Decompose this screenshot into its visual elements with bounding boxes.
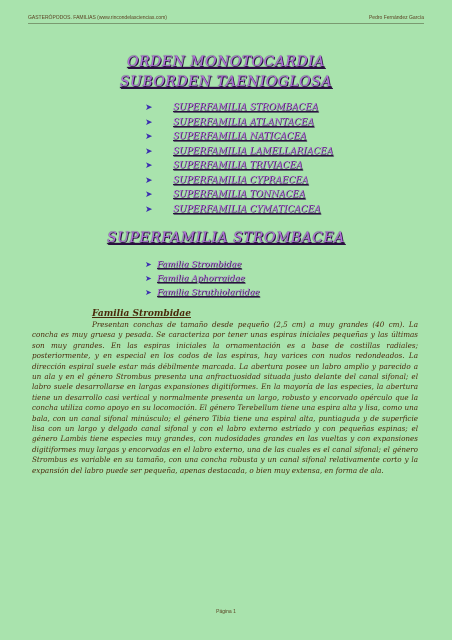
family-list <box>145 258 260 300</box>
arrow-bullet-icon: ➤ <box>145 274 152 283</box>
arrow-bullet-icon: ➤ <box>145 161 153 171</box>
page-header <box>28 15 424 24</box>
arrow-bullet-icon: ➤ <box>145 132 153 142</box>
arrow-bullet-icon: ➤ <box>145 146 153 157</box>
title-block <box>0 52 452 92</box>
order-title: ORDEN MONOTOCARDIA <box>127 54 325 70</box>
list-item: ➤ SUPERFAMILIA TRIVIACEA <box>145 159 333 174</box>
list-item: ➤ Familia Strombidae <box>145 260 242 270</box>
header-left: GASTERÓPODOS. FAMILIAS (www.rincondelasciencias.com) <box>28 15 167 21</box>
arrow-bullet-icon: ➤ <box>145 175 153 186</box>
suborder-title: SUBORDEN TAENIOGLOSA <box>120 74 332 90</box>
section-body: Presentan conchas de tamaño desde pequeño (2,5 cm) a muy grandes (40 cm). La concha es muy gruesa y pesada. Se caracteriza por tener unas espiras iniciales pequeñas y las últimas son muy grandes. En las espiras iniciales la ornamentación es a base de costillas radiales; posteriormente, y en especial en los codos de las espiras, hay varices con nudos redondeados. La dirección espiral suele estar más débilmente marcada. La abertura posee un labro amplio y parecido a un ala y en el género Strombus presenta una anfractuosidad situada justo delante del canal sifonal; el labro suele desarrollarse en largas expansiones digitiformes. En la mayoría de las especies, la abertura tiene un desarrollo casi vertical y normalmente presenta un largo, robusto y encorvado opérculo que la concha utiliza como apoyo en su locomoción. El género Terebellum tiene una espira alta y lisa, como una bala, con un canal sifonal minúsculo; el género Tibia tiene una espiral alta, puntiaguda y de superficie lisa con un largo y delgado canal sifonal y con el labro externo estriado y con pequeñas espinas; el género Lambis tiene especies muy grandes, con nudosidades grandes en las vueltas y con expansiones digitiformes muy largas y encorvadas en el labro externo, una de las cuales es el canal sifonal; el género Strombus es variable en su tamaño, con una concha robusta y un canal sifonal relativamente corto y la expansión del labro puede ser pequeña, apenas destacada, o bien muy extensa, en forma de ala. <box>32 320 418 475</box>
arrow-bullet-icon: ➤ <box>145 103 153 113</box>
list-item: ➤ Familia Struthiolariidae <box>145 288 260 298</box>
list-item: ➤ SUPERFAMILIA CYPRAECEA <box>145 174 333 189</box>
section-heading: Familia Strombidae <box>92 309 191 319</box>
arrow-bullet-icon: ➤ <box>145 288 152 297</box>
list-item: ➤ SUPERFAMILIA STROMBACEA <box>145 101 333 116</box>
superfamily-list <box>145 101 333 217</box>
arrow-bullet-icon: ➤ <box>145 190 153 200</box>
list-item: ➤ SUPERFAMILIA ATLANTACEA <box>145 116 333 131</box>
list-item: ➤ SUPERFAMILIA LAMELLARIACEA <box>145 145 333 160</box>
arrow-bullet-icon: ➤ <box>145 117 153 128</box>
arrow-bullet-icon: ➤ <box>145 260 152 269</box>
list-item: ➤ SUPERFAMILIA TONNACEA <box>145 188 333 203</box>
list-item: ➤ SUPERFAMILIA CYMATICACEA <box>145 203 333 218</box>
header-right: Pedro Fernández García <box>368 15 424 21</box>
page-footer: Página 1 <box>216 609 236 615</box>
list-item: ➤ SUPERFAMILIA NATICACEA <box>145 130 333 145</box>
list-item: ➤ Familia Aphorraidae <box>145 274 245 284</box>
superfamily-heading: SUPERFAMILIA STROMBACEA <box>107 230 345 246</box>
arrow-bullet-icon: ➤ <box>145 204 153 215</box>
